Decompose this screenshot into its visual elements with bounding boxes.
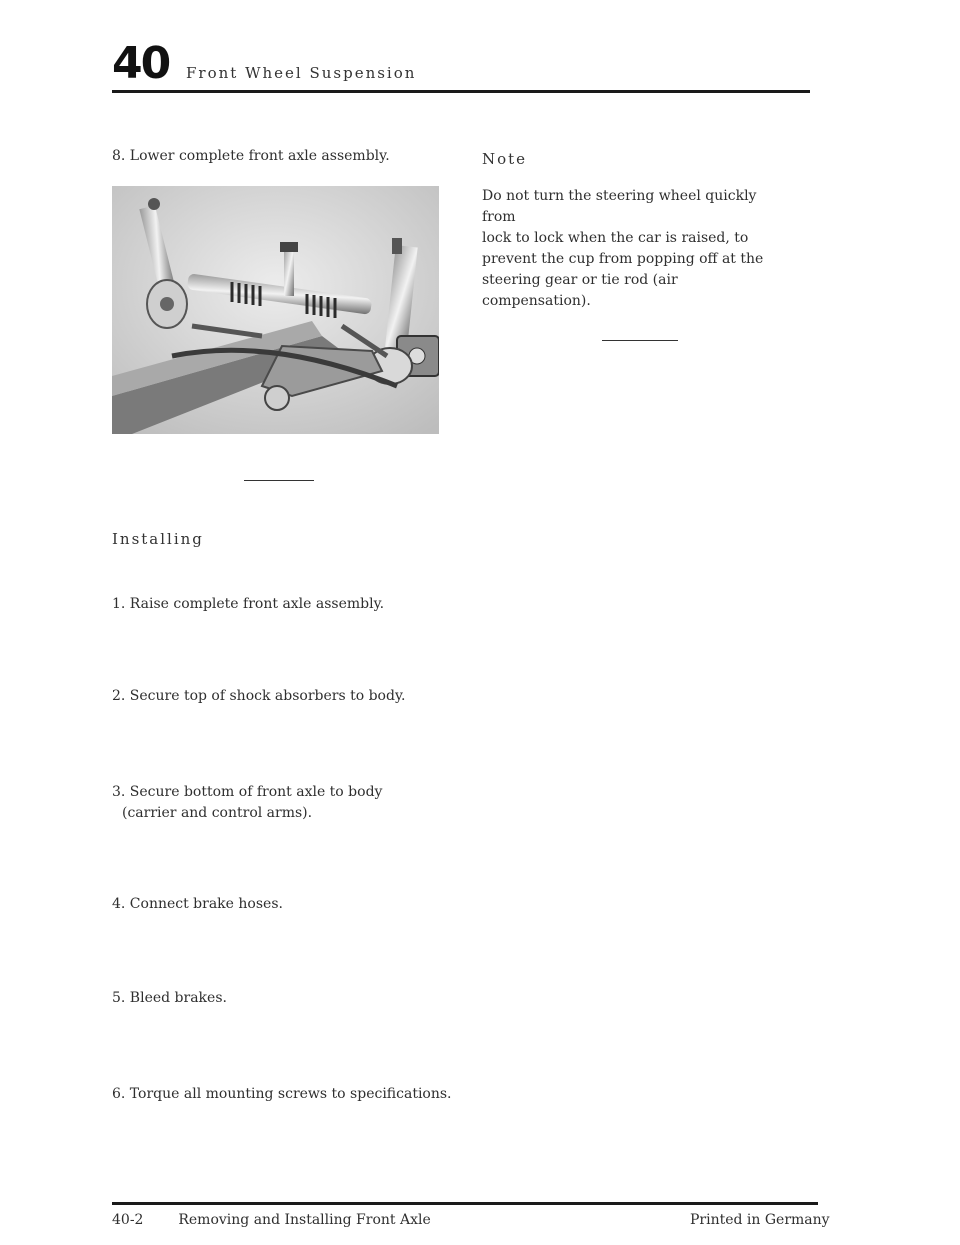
section-divider: [244, 480, 314, 481]
footer-section-title: Removing and Installing Front Axle: [178, 1212, 431, 1228]
step-line-continued: (carrier and control arms).: [122, 805, 313, 821]
install-step-6: [112, 1084, 452, 1105]
step-line: 2. Secure top of shock absorbers to body.: [112, 688, 406, 704]
chapter-title: Front Wheel Suspension: [186, 64, 417, 82]
installing-heading: Installing: [112, 530, 204, 548]
footer-rule: [112, 1202, 818, 1205]
note-body: [482, 186, 782, 312]
header-rule: [112, 90, 810, 93]
front-axle-photo: [112, 186, 439, 434]
step-line: 1. Raise complete front axle assembly.: [112, 596, 385, 612]
install-step-4: [112, 894, 283, 915]
install-step-5: [112, 988, 227, 1009]
note-heading: Note: [482, 150, 528, 168]
step-line: 6. Torque all mounting screws to specifications.: [112, 1086, 452, 1102]
install-step-3: [112, 782, 382, 824]
step-line: 5. Bleed brakes.: [112, 990, 227, 1006]
step-line: 4. Connect brake hoses.: [112, 896, 283, 912]
footer-page-info: [112, 1212, 431, 1228]
page-number: 40-2: [112, 1212, 144, 1228]
step-line: 3. Secure bottom of front axle to body: [112, 784, 383, 800]
printed-in-germany: Printed in Germany: [690, 1212, 830, 1228]
install-step-1: [112, 594, 384, 615]
note-line: Do not turn the steering wheel quickly from: [482, 188, 757, 225]
note-line: lock to lock when the car is raised, to: [482, 230, 749, 246]
note-divider: [602, 340, 678, 341]
note-line: prevent the cup from popping off at the: [482, 251, 764, 267]
chapter-number: 40: [112, 38, 170, 89]
install-step-2: [112, 686, 405, 707]
step-8: 8. Lower complete front axle assembly.: [112, 148, 390, 164]
note-line: steering gear or tie rod (air compensation).: [482, 272, 678, 309]
